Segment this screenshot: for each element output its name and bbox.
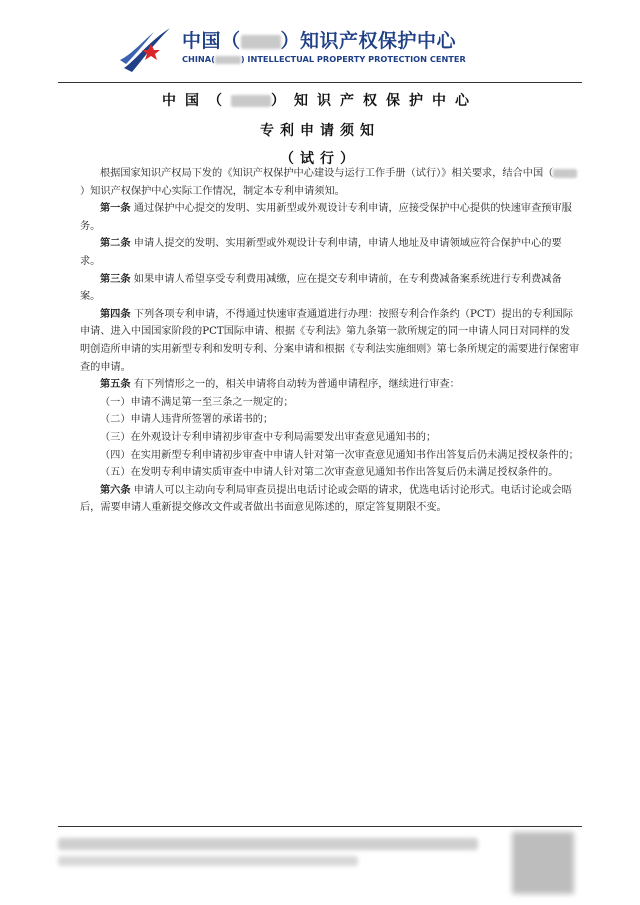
article-5-item-4: （四）在实用新型专利申请初步审查中申请人针对第一次审查意见通知书作出答复后仍未满足授权条件的；: [100, 449, 579, 461]
article-5-item-2: （二）申请人违背所签署的承诺书的；: [100, 414, 274, 426]
redacted-blur: [58, 838, 478, 850]
document-title: 专利申请须知: [260, 123, 380, 139]
header-divider: [58, 82, 582, 83]
document-org-title: 中国（ ）知识产权保护中心: [162, 93, 478, 109]
logo-english-name: CHINA( ) INTELLECTUAL PROPERTY PROTECTION CENTER: [182, 54, 466, 64]
article-5-item-3: （三）在外观设计专利申请初步审查中专利局需要发出审查意见通知书的；: [100, 431, 437, 443]
redacted-blur: [58, 856, 358, 866]
redacted-blur: [553, 169, 577, 178]
header-logo: [118, 20, 468, 76]
article-1: 第一条 通过保护中心提交的发明、实用新型或外观设计专利申请，应接受保护中心提供的快速审查预审服务。: [80, 203, 572, 232]
intro-paragraph: 根据国家知识产权局下发的《知识产权保护中心建设与运行工作手册（试行）》相关要求，结合中国（）知识产权保护中心实际工作情况，制定本专利申请须知。: [80, 165, 580, 200]
article-5-item-5: （五）在发明专利申请实质审查中申请人针对第二次审查意见通知书作出答复后仍未满足授权条件的。: [100, 467, 559, 479]
article-3: 第三条 如果申请人希望享受专利费用减缴，应在提交专利申请前，在专利费减备案系统进行专利费减备案。: [80, 273, 562, 303]
document-subtitle: （试行）: [280, 151, 360, 167]
logo-chinese-name: 中国（ ）知识产权保护中心: [182, 30, 457, 52]
redacted-blur: [231, 95, 271, 107]
article-4: 第四条 下列各项专利申请，不得通过快速审查通道进行办理：按照专利合作条约（PCT）提出的专利国际申请、进入中国国家阶段的PCT国际申请、根据《专利法》第九条第一款所规定的同一申请人同日对同样的发明创造所申请的实用新型专利和发明专利、分案申请和根据《专利法实施细则》第七条所规定的需要进行保密审查的申请。: [80, 308, 580, 373]
logo-emblem-icon: [118, 20, 178, 76]
article-5: 第五条 有下列情形之一的，相关申请将自动转为普通申请程序，继续进行审查：: [100, 379, 460, 391]
article-5-item-1: （一）申请不满足第一至三条之一规定的；: [100, 396, 294, 408]
document-body: [80, 165, 580, 517]
qr-code-redacted: [512, 832, 574, 894]
footer-divider: [58, 826, 582, 827]
article-2: 第二条 申请人提交的发明、实用新型或外观设计专利申请，申请人地址及申请领域应符合保护中心的要求。: [80, 238, 562, 267]
redacted-blur: [241, 35, 281, 49]
redacted-blur: [215, 56, 241, 64]
footer-redacted-text: [58, 832, 488, 872]
article-6: 第六条 申请人可以主动向专利局审查员提出电话讨论或会晤的请求，优选电话讨论形式。电话讨论或会晤后，需要申请人重新提交修改文件或者做出书面意见陈述的，原定答复期限不变。: [80, 484, 572, 514]
